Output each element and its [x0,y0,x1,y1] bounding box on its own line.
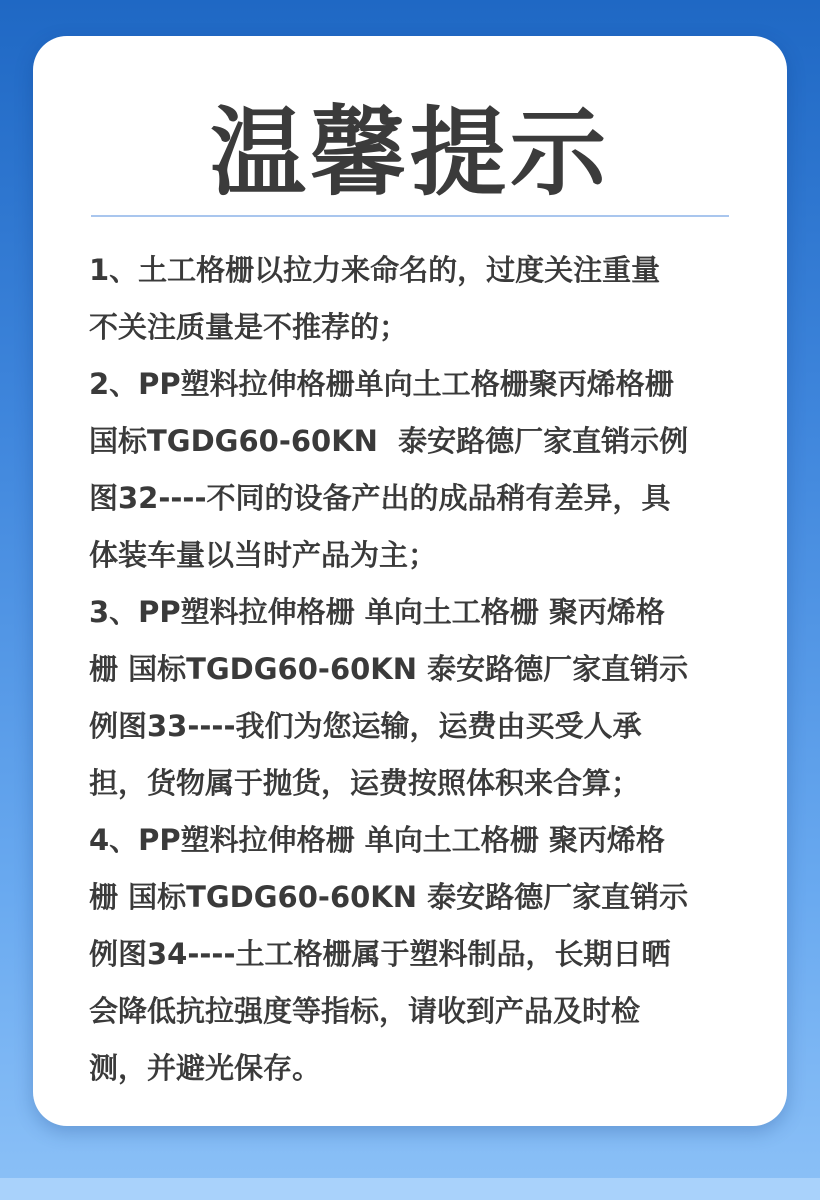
text-line: 例图33----我们为您运输，运费由买受人承 [89,709,642,743]
text-line: 4、PP塑料拉伸格栅 单向土工格栅 聚丙烯格 [89,823,665,857]
text-line: 测，并避光保存。 [89,1051,322,1085]
text-line: 栅 国标TGDG60-60KN 泰安路德厂家直销示 [89,880,689,914]
title-divider [91,215,729,217]
text-line: 会降低抗拉强度等指标，请收到产品及时检 [89,994,641,1028]
notice-card [33,36,787,1126]
text-line: 栅 国标TGDG60-60KN 泰安路德厂家直销示 [89,652,689,686]
text-line: 例图34----土工格栅属于塑料制品，长期日晒 [89,937,671,971]
text-line: 不关注质量是不推荐的； [89,310,409,344]
text-line: 2、PP塑料拉伸格栅单向土工格栅聚丙烯格栅 [89,367,674,401]
text-line: 国标TGDG60-60KN 泰安路德厂家直销示例 [89,424,689,458]
text-line: 3、PP塑料拉伸格栅 单向土工格栅 聚丙烯格 [89,595,665,629]
notice-content [89,242,739,1097]
page-title: 温馨提示 [210,97,610,209]
text-line: 1、土工格栅以拉力来命名的，过度关注重量 [89,253,661,287]
text-line: 体装车量以当时产品为主； [89,538,438,572]
text-line: 担，货物属于抛货，运费按照体积来合算； [89,766,641,800]
text-line: 图32----不同的设备产出的成品稍有差异，具 [89,481,671,515]
bottom-strip [0,1178,820,1200]
